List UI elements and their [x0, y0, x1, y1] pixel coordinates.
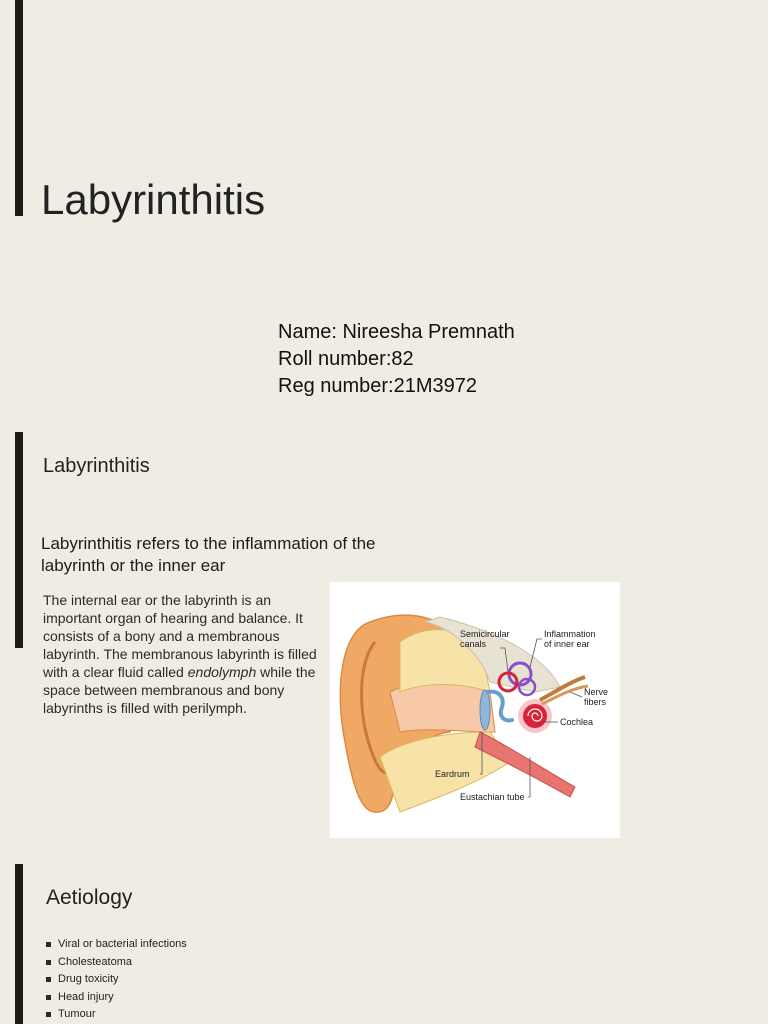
slide-title: Labyrinthitis [41, 176, 266, 223]
label-fibers: fibers [584, 697, 607, 707]
bullet-square-icon [46, 1012, 51, 1017]
inner-ear-diagram [330, 582, 620, 838]
bullet-square-icon [46, 995, 51, 1000]
student-reg-number: Reg number:21M3972 [278, 375, 478, 397]
student-name: Name: Nireesha Premnath [278, 321, 515, 343]
eardrum-shape [480, 690, 490, 730]
label-inflammation-2: of inner ear [544, 639, 590, 649]
cochlea-shape [523, 704, 547, 728]
slide3-heading: Aetiology [46, 886, 133, 909]
label-eardrum: Eardrum [435, 769, 470, 779]
student-info [278, 319, 515, 400]
paragraph-part-1: The internal ear or the labyrinth is an important organ of hearing and balance. It consists of a bony and a membranous labyrinth. The membranous labyrinth is filled with a clear fluid called [43, 592, 317, 680]
label-nerve: Nerve [584, 687, 609, 697]
slide1-accent-bar [15, 0, 23, 216]
list-item: Cholesteatoma [46, 954, 187, 972]
slide3-accent-bar [15, 864, 23, 1024]
labyrinth-description [43, 591, 328, 717]
bullet-square-icon [46, 942, 51, 947]
bullet-square-icon [46, 960, 51, 965]
definition-text: Labyrinthitis refers to the inflammation of the labyrinth or the inner ear [41, 534, 376, 575]
label-inflammation-1: Inflammation [544, 629, 596, 639]
list-item: Viral or bacterial infections [46, 936, 187, 954]
label-eustachian-tube: Eustachian tube [460, 792, 525, 802]
list-item: Tumour [46, 1006, 187, 1024]
label-cochlea: Cochlea [560, 717, 594, 727]
ear-illustration [330, 582, 620, 838]
list-item: Drug toxicity [46, 971, 187, 989]
endolymph-term: endolymph [187, 664, 257, 680]
label-semicircular: Semicircular [460, 629, 510, 639]
slide2-heading: Labyrinthitis [43, 455, 150, 477]
student-roll-number: Roll number:82 [278, 348, 414, 370]
list-item: Head injury [46, 989, 187, 1007]
paragraph-part-2: while the space between membranous and bony labyrinths is filled with perilymph. [43, 664, 316, 716]
label-canals: canals [460, 639, 487, 649]
slide2-accent-bar [15, 432, 23, 648]
bullet-square-icon [46, 977, 51, 982]
aetiology-list [46, 936, 187, 1024]
